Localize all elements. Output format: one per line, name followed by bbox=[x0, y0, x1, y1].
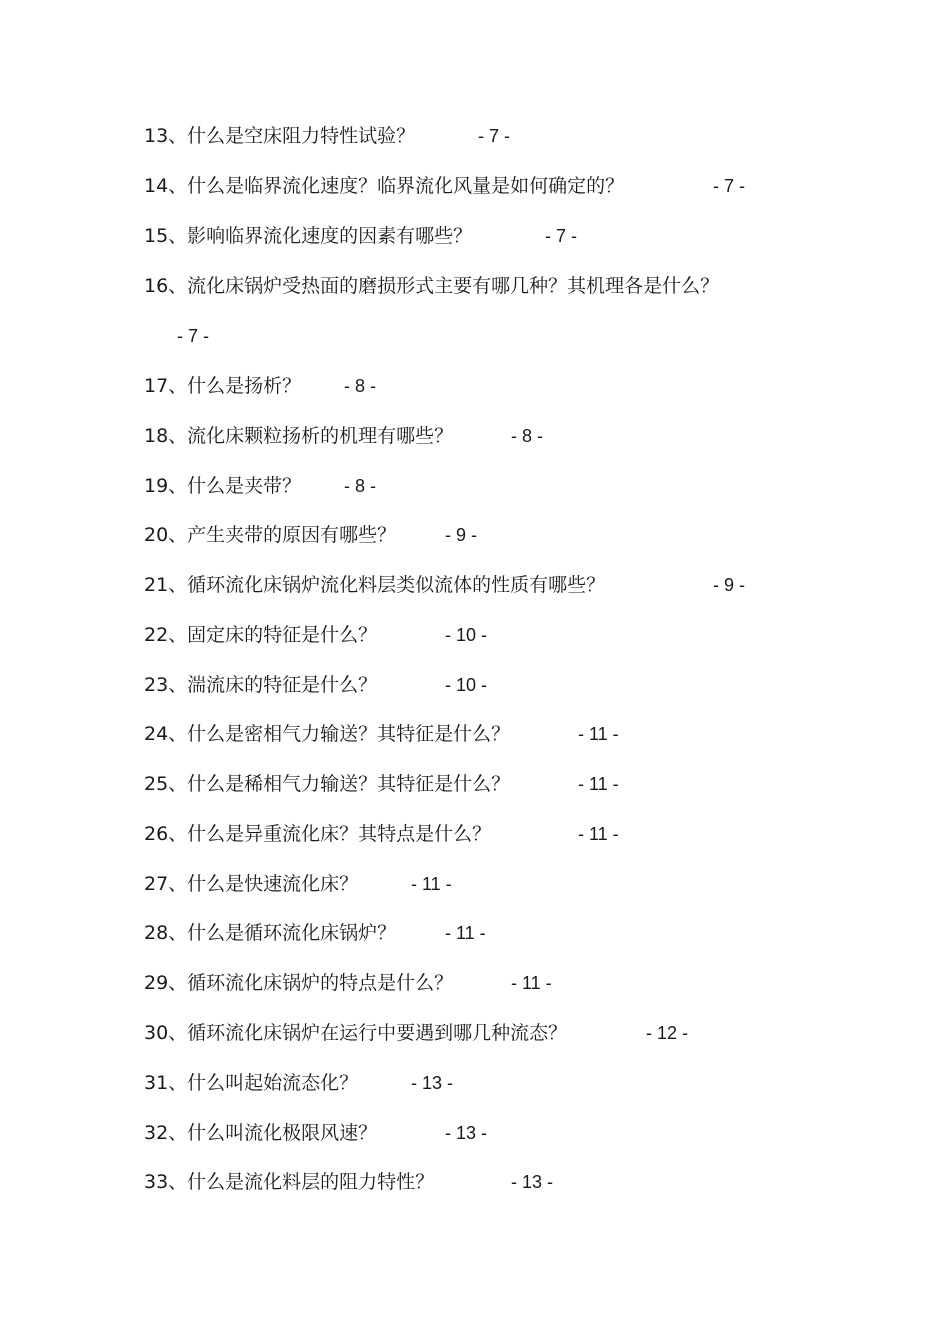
toc-entry-29 bbox=[144, 968, 552, 998]
toc-entry-page: - 9 - bbox=[445, 525, 478, 545]
toc-entry-32 bbox=[144, 1118, 488, 1148]
toc-entry-text: 22、固定床的特征是什么？ bbox=[144, 624, 378, 646]
toc-entry-text: 17、什么是扬析？ bbox=[144, 375, 302, 397]
toc-entry-page: - 8 - bbox=[511, 426, 544, 446]
toc-entry-page: - 11 - bbox=[578, 724, 619, 744]
toc-entry-17 bbox=[144, 371, 377, 401]
toc-entry-27 bbox=[144, 869, 452, 899]
toc-entry-22 bbox=[144, 620, 488, 650]
toc-entry-23 bbox=[144, 670, 488, 700]
toc-entry-page: - 13 - bbox=[511, 1172, 554, 1192]
toc-entry-30 bbox=[144, 1018, 689, 1048]
toc-entry-page: - 13 - bbox=[411, 1073, 454, 1093]
toc-entry-text: 19、什么是夹带？ bbox=[144, 475, 302, 497]
toc-entry-31 bbox=[144, 1068, 454, 1098]
toc-entry-14 bbox=[144, 171, 746, 201]
toc-entry-page: - 11 - bbox=[511, 973, 552, 993]
toc-entry-text: 13、什么是空床阻力特性试验？ bbox=[144, 125, 416, 147]
toc-entry-text: 30、循环流化床锅炉在运行中要遇到哪几种流态？ bbox=[144, 1022, 568, 1044]
toc-entry-text: 25、什么是稀相气力输送？其特征是什么？ bbox=[144, 773, 511, 795]
toc-entry-18 bbox=[144, 421, 544, 451]
toc-entry-page: - 9 - bbox=[713, 575, 746, 595]
toc-entry-24 bbox=[144, 719, 619, 749]
toc-entry-page: - 8 - bbox=[344, 476, 377, 496]
toc-entry-21 bbox=[144, 570, 746, 600]
toc-entry-25 bbox=[144, 769, 619, 799]
toc-entry-page: - 11 - bbox=[578, 824, 619, 844]
toc-entry-text: 33、什么是流化料层的阻力特性？ bbox=[144, 1171, 435, 1193]
toc-entry-page: - 7 - bbox=[177, 326, 210, 346]
toc-entry-text: 28、什么是循环流化床锅炉？ bbox=[144, 922, 397, 944]
toc-entry-text: 24、什么是密相气力输送？其特征是什么？ bbox=[144, 723, 511, 745]
toc-entry-page: - 12 - bbox=[646, 1023, 689, 1043]
toc-entry-page: - 7 - bbox=[545, 226, 578, 246]
toc-entry-page: - 10 - bbox=[445, 675, 488, 695]
toc-entry-text: 18、流化床颗粒扬析的机理有哪些？ bbox=[144, 425, 454, 447]
toc-entry-text: 29、循环流化床锅炉的特点是什么？ bbox=[144, 972, 454, 994]
toc-entry-page: - 8 - bbox=[344, 376, 377, 396]
toc-entry-page: - 11 - bbox=[411, 874, 452, 894]
toc-entry-page: - 11 - bbox=[578, 774, 619, 794]
toc-entry-15 bbox=[144, 221, 578, 251]
toc-entry-page: - 13 - bbox=[445, 1123, 488, 1143]
toc-entry-text: 16、流化床锅炉受热面的磨损形式主要有哪几种？其机理各是什么？ bbox=[144, 275, 720, 297]
toc-entry-text: 26、什么是异重流化床？其特点是什么？ bbox=[144, 823, 492, 845]
toc-entry-19 bbox=[144, 471, 377, 501]
toc-entry-33 bbox=[144, 1167, 554, 1197]
toc-entry-text: 23、湍流床的特征是什么？ bbox=[144, 674, 378, 696]
toc-entry-13 bbox=[144, 121, 511, 151]
toc-entry-page: - 11 - bbox=[445, 923, 486, 943]
toc-entry-text: 32、什么叫流化极限风速？ bbox=[144, 1122, 378, 1144]
toc-entry-26 bbox=[144, 819, 619, 849]
toc-entry-16-page bbox=[177, 321, 209, 351]
toc-entry-28 bbox=[144, 918, 486, 948]
toc-entry-text: 21、循环流化床锅炉流化料层类似流体的性质有哪些？ bbox=[144, 574, 606, 596]
toc-entry-page: - 7 - bbox=[713, 176, 746, 196]
toc-entry-page: - 7 - bbox=[478, 126, 511, 146]
toc-entry-text: 20、产生夹带的原因有哪些？ bbox=[144, 524, 397, 546]
toc-entry-text: 15、影响临界流化速度的因素有哪些？ bbox=[144, 225, 473, 247]
toc-entry-20 bbox=[144, 520, 478, 550]
toc-entry-page: - 10 - bbox=[445, 625, 488, 645]
toc-entry-text: 27、什么是快速流化床？ bbox=[144, 873, 359, 895]
toc-entry-text: 14、什么是临界流化速度？临界流化风量是如何确定的？ bbox=[144, 175, 625, 197]
toc-entry-16 bbox=[144, 271, 719, 301]
toc-entry-text: 31、什么叫起始流态化？ bbox=[144, 1072, 359, 1094]
